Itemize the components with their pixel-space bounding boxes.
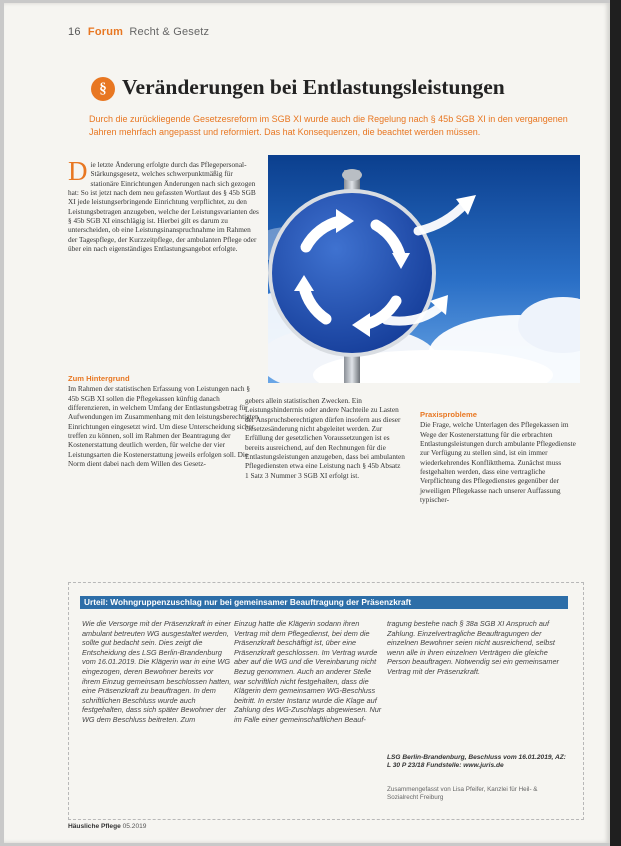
right-column <box>420 410 580 504</box>
subsection-label: Recht & Gesetz <box>129 26 210 38</box>
verdict-box-title: Urteil: Wohngruppenzuschlag nur bei gemeinsamer Beauftragung der Präsenzkraft <box>80 596 568 609</box>
section-heading-praxisprobleme: Praxisprobleme <box>420 410 477 419</box>
roundabout-sign-photo <box>268 155 580 383</box>
verdict-credit: Zusammengefasst von Lisa Pfeifer, Kanzlei für Heil- & Sozialrecht Freiburg <box>387 786 538 801</box>
magazine-name: Häusliche Pflege <box>68 823 121 830</box>
intro-text: ie letzte Änderung erfolgte durch das Pflegepersonal-Stärkungsgesetz, welches schwerpunktmäßig für stationäre Einrichtungen Änderungen nach sich gezogen hat: So ist jetzt nach dem neu gefassten Wortlaut des § 45b SGB XI jede leistungserbringende Einrichtung verpflichtet, zu den Leistungsbetragen anzugeben, welche der Leistungsvarianten des § 45b SGB XI einschlägig ist. Hierbei gilt es darum zu unterscheiden, ob eine Leistungsinanspruchnahme im Rahmen der Tagespflege, der Kurzzeitpflege, der ambulanten Pflege oder über ein nach eigenständiges Entlastungsangebot erfolgte. <box>68 160 259 254</box>
page-number: 16 <box>68 26 81 38</box>
article-lead: Durch die zurückliegende Gesetzesreform im SGB XI wurde auch die Regelung nach § 45b SGB XI in den vergangenen Jahren mehrfach angepasst und reformiert. Das hat Konsequenzen, die beachtet werden müssen. <box>89 114 568 137</box>
drop-cap: D <box>68 156 88 186</box>
verdict-col-1: Wie die Versorge mit der Präsenzkraft in einer ambulant betreuten WG ausgestaltet werden, sollte gut bedacht sein. Dies zeigt die Entscheidung des LSG Berlin-Brandenburg vom 16.01.2019. Die Klägerin war in eine WG eingezogen, deren Bewohner bereits vor ihrem Einzug gemeinsam beschlossen hatten, eine Präsenzkraft zu beauftragen. In dem schriftlichen Beschluss wurde auch festgehalten, dass sich später Bewohner der WG dem Beschluss beitreten. Zum <box>82 619 232 724</box>
middle-column <box>245 396 405 480</box>
section-text-hintergrund: Im Rahmen der statistischen Erfassung von Leistungen nach § 45b SGB XI sollen die Pflegekassen künftig danach differenzieren, in welchem Umfang der Entlastungsbetrag für Aufwendungen im Zusammenhang mit den leistungsberechtigten Einrichtungen eingesetzt wird. Um diese Unterscheidung sicher treffen zu können, soll im Rahmen der Beantragung der Kostenerstattung deutlich werden, für welche der vier Leistungsarten die Kostenerstattung jeweils erfolgen soll. Die Norm dient dabei nach dem Willen des Gesetz- <box>68 384 259 469</box>
middle-column-text: gebers allein statistischen Zwecken. Ein Leistungshinderrnis oder andere Nachteile zu Lasten der Anspruchsberechtigten dürfen insofern aus dieser Gesetzesänderung nicht abgeleitet werden. Zur Erfüllung der gesetzlichen Voraussetzungen ist es bereits ausreichend, auf den Rechnungen für die Entlastungsleistungen anzugeben, dass bei ambulanten Pflegediensten etwa eine Leistung nach § 45b Absatz 1 Satz 3 Nummer 3 SGB XI erfolgt ist. <box>245 396 405 480</box>
article-title: Veränderungen bei Entlastungsleistungen <box>122 75 505 99</box>
paragraph-icon: § <box>91 77 115 101</box>
page-footer <box>68 823 146 830</box>
running-header <box>68 26 209 38</box>
left-column <box>68 374 261 468</box>
issue-number: 05.2019 <box>122 823 147 830</box>
verdict-col-2: Einzug hatte die Klägerin sodann ihren Vertrag mit dem Pflegedienst, bei dem die Präsenzkraft beschäftigt ist, über eine Präsenzkraft geschlossen. Im Vertrag wurde aber auf die WG und die Vereinbarung nicht Bezug genommen. Auch an anderer Stelle war schriftlich nicht festgehalten, dass die Klägerin dem gemeinsamen WG-Beschluss beitritt. In erster Instanz wurde die Klage auf Zahlung des WG-Zuschlags abgewiesen. Nur im Falle einer gemeinschaftlichen Beauf- <box>234 619 382 724</box>
verdict-col-3: tragung bestehe nach § 38a SGB XI Anspruch auf Zahlung. Einzelvertragliche Beauftragungen der einzelnen Bewohner seien nicht ausreichend, selbst wenn alle in ihren einzelnen Verträgen die gleiche Person beauftragen. Notwendig sei ein gemeinsamer Vertrag mit der Präsenzkraft. <box>387 619 559 676</box>
section-text-praxisprobleme: Die Frage, welche Unterlagen des Pflegekassen im Wege der Kostenerstattung für die erbrachten Entlastungsleistungen durch ambulante Pflegedienste zur Verfügung zu stellen sind, ist ein immer wiederkehrendes Konfliktthema. Zunächst muss festgehalten werden, dass eine vertragliche Verpflichtung des Pflegedienstes gegenüber der jeweiligen Pflegekasse nach unserer Auffassung typischer- <box>420 420 576 505</box>
section-heading-hintergrund: Zum Hintergrund <box>68 374 130 383</box>
page-edge <box>610 0 621 846</box>
intro-column <box>68 156 261 254</box>
verdict-source: LSG Berlin-Brandenburg, Beschluss vom 16.01.2019, AZ: L 30 P 23/18 Fundstelle: www.juris.de <box>387 754 566 770</box>
traffic-roundabout-sign-image <box>268 155 580 383</box>
section-label: Forum <box>87 26 124 38</box>
